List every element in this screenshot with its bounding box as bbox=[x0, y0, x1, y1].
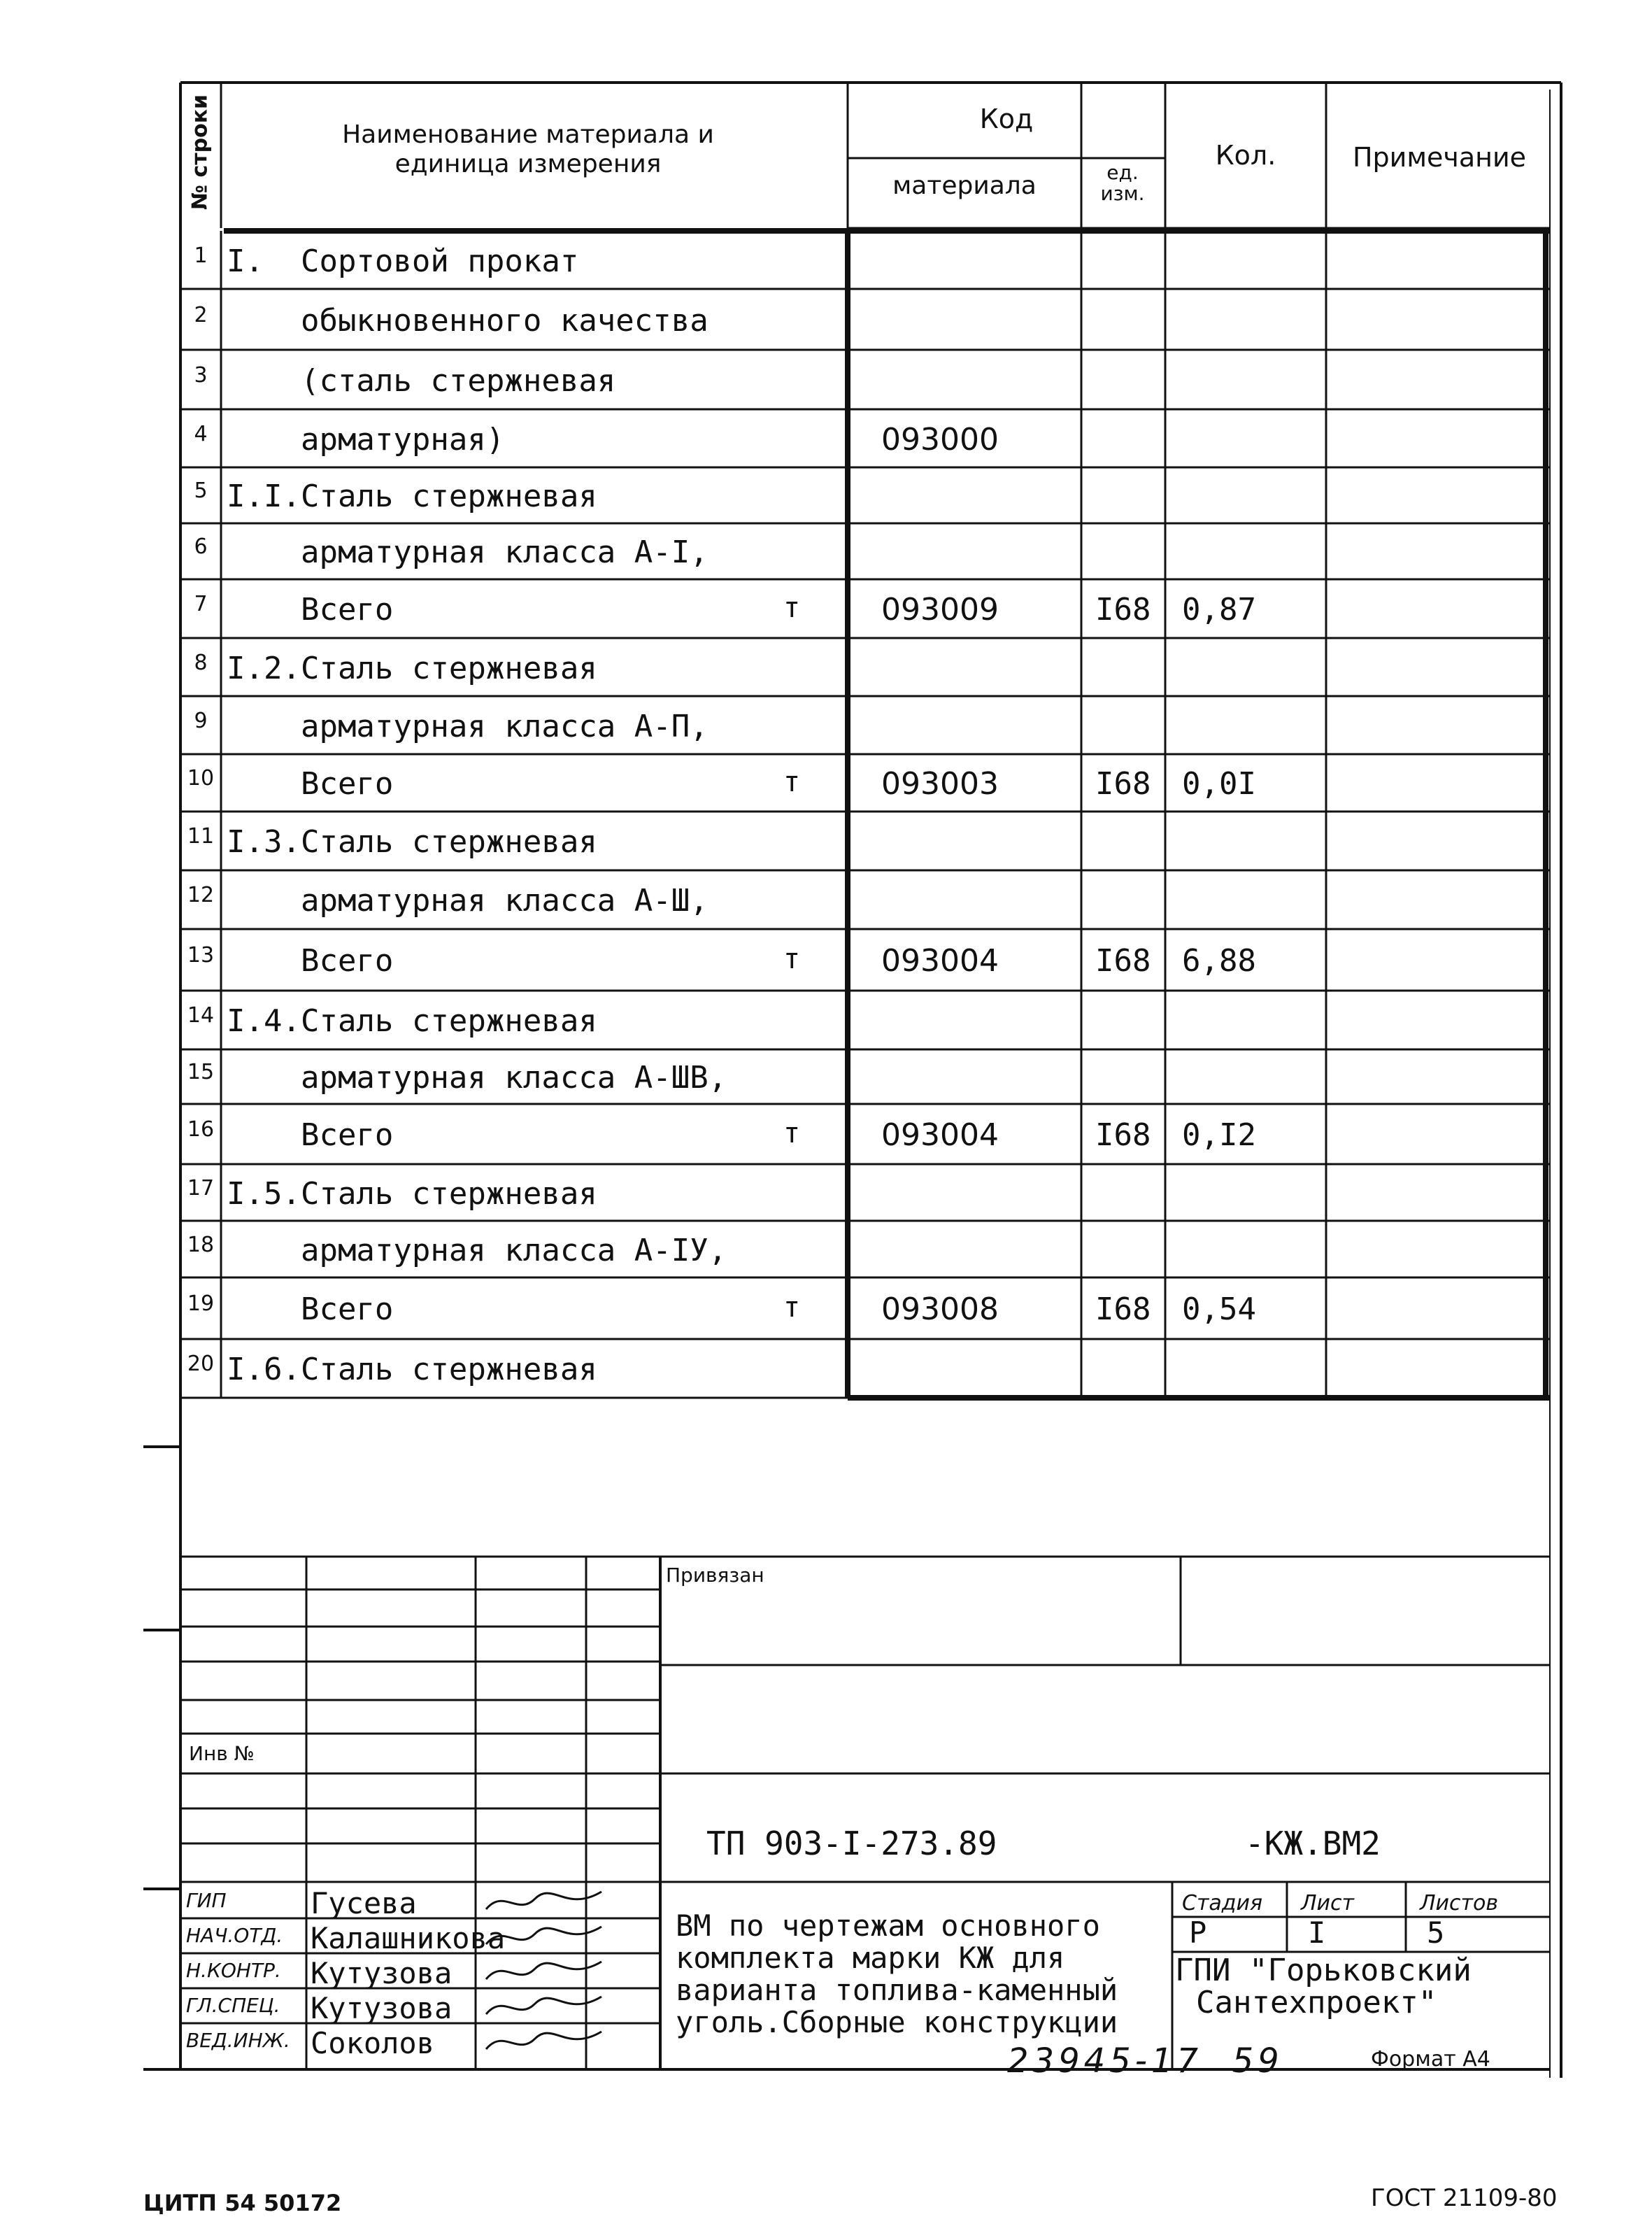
document-suffix: -КЖ.ВМ2 bbox=[1245, 1825, 1381, 1862]
material-name: арматурная класса А-Ш, bbox=[227, 883, 708, 919]
quantity: 0,54 bbox=[1182, 1291, 1256, 1327]
signature-mark bbox=[483, 2025, 608, 2060]
row-number: 20 bbox=[187, 1352, 215, 1376]
document-code: ТП 903-I-273.89 bbox=[706, 1825, 997, 1862]
unit-code-header: ед. изм. bbox=[1100, 161, 1145, 205]
quantity-header: Кол. bbox=[1215, 140, 1276, 171]
unit-label: т bbox=[783, 592, 801, 624]
bound-label: Привязан bbox=[666, 1564, 764, 1587]
row-number: 1 bbox=[194, 243, 208, 268]
organization-name: ГПИ "Горьковский Сантехпроект" bbox=[1175, 1953, 1472, 2020]
quantity: 0,0I bbox=[1182, 766, 1256, 802]
unit-label: т bbox=[783, 766, 801, 798]
quantity: 6,88 bbox=[1182, 943, 1256, 979]
material-name: Всего bbox=[227, 1117, 394, 1153]
row-number: 18 bbox=[187, 1232, 215, 1257]
name-column-header: Наименование материала и единица измерения bbox=[342, 120, 714, 178]
signer-name: Кутузова bbox=[311, 1956, 453, 1990]
row-number: 17 bbox=[187, 1175, 215, 1201]
row-number: 2 bbox=[194, 302, 208, 327]
material-name: I. Сортовой прокат bbox=[227, 243, 579, 279]
sheets-label: Листов bbox=[1420, 1891, 1499, 1915]
material-name: Всего bbox=[227, 592, 394, 628]
row-number: 6 bbox=[194, 534, 208, 559]
quantity: 0,87 bbox=[1182, 592, 1256, 628]
signer-role: ГИП bbox=[186, 1889, 227, 1912]
signer-name: Соколов bbox=[311, 2026, 435, 2060]
material-code: 093008 bbox=[881, 1291, 999, 1327]
material-name: I.2.Сталь стержневая bbox=[227, 650, 597, 686]
row-number: 13 bbox=[187, 943, 215, 968]
signer-name: Калашникова bbox=[311, 1921, 506, 1955]
row-number: 12 bbox=[187, 883, 215, 907]
sheet-label: Лист bbox=[1301, 1891, 1355, 1915]
unit-code: I68 bbox=[1095, 592, 1151, 628]
signer-role: ГЛ.СПЕЦ. bbox=[186, 1994, 280, 2017]
unit-label: т bbox=[783, 1117, 801, 1149]
gost-label: ГОСТ 21109-80 bbox=[1371, 2184, 1558, 2212]
material-name: арматурная) bbox=[227, 421, 505, 458]
material-name: I.6.Сталь стержневая bbox=[227, 1352, 597, 1387]
material-name: обыкновенного качества bbox=[227, 302, 708, 339]
material-name: I.I.Сталь стержневая bbox=[227, 479, 597, 514]
unit-code: I68 bbox=[1095, 766, 1151, 802]
signature-mark bbox=[483, 1955, 608, 1990]
unit-code: I68 bbox=[1095, 1291, 1151, 1327]
material-name: I.5.Сталь стержневая bbox=[227, 1175, 597, 1212]
material-code: 093003 bbox=[881, 766, 999, 802]
row-number: 11 bbox=[187, 824, 215, 849]
stage-label: Стадия bbox=[1182, 1891, 1263, 1915]
quantity: 0,I2 bbox=[1182, 1117, 1256, 1153]
material-name: арматурная класса А-ШВ, bbox=[227, 1060, 727, 1096]
row-number: 5 bbox=[194, 479, 208, 503]
stage-value: Р bbox=[1189, 1915, 1207, 1950]
signer-role: НАЧ.ОТД. bbox=[186, 1924, 283, 1947]
row-number: 10 bbox=[187, 766, 215, 791]
sheet-value: I bbox=[1308, 1915, 1326, 1950]
material-code: 093004 bbox=[881, 1117, 999, 1153]
row-number: 14 bbox=[187, 1003, 215, 1028]
note-header: Примечание bbox=[1352, 142, 1527, 173]
row-number: 15 bbox=[187, 1060, 215, 1084]
code-header: Код bbox=[979, 104, 1034, 134]
signature-mark bbox=[483, 1990, 608, 2025]
material-name: Всего bbox=[227, 1291, 394, 1327]
unit-label: т bbox=[783, 1291, 801, 1324]
material-name: (сталь стержневая bbox=[227, 362, 616, 399]
inventory-number-label: Инв № bbox=[189, 1742, 255, 1765]
row-number: 7 bbox=[194, 592, 208, 616]
drawing-title: ВМ по чертежам основного комплекта марки КЖ для варианта топлива-каменный уголь.Сборные конструкции bbox=[676, 1908, 1118, 2039]
material-name: арматурная класса А-IУ, bbox=[227, 1232, 727, 1268]
left-code: ЦИТП 54 50172 bbox=[143, 2190, 342, 2216]
row-number-header: № строки bbox=[187, 94, 213, 211]
row-number: 9 bbox=[194, 708, 208, 733]
signature-mark bbox=[483, 1920, 608, 1955]
format-label: Формат А4 bbox=[1371, 2047, 1490, 2071]
material-code: 093000 bbox=[881, 421, 999, 458]
row-number: 3 bbox=[194, 362, 208, 388]
material-code-header: материала bbox=[892, 171, 1037, 200]
unit-code: I68 bbox=[1095, 1117, 1151, 1153]
signer-role: ВЕД.ИНЖ. bbox=[186, 2029, 290, 2052]
material-name: I.3.Сталь стержневая bbox=[227, 824, 597, 860]
handwritten-number: 23945-17 59 bbox=[1007, 2041, 1283, 2081]
signature-mark bbox=[483, 1885, 608, 1920]
unit-code: I68 bbox=[1095, 943, 1151, 979]
sheets-value: 5 bbox=[1427, 1915, 1445, 1950]
row-number: 8 bbox=[194, 650, 208, 675]
row-number: 4 bbox=[194, 421, 208, 446]
row-number: 16 bbox=[187, 1117, 215, 1142]
signer-role: Н.КОНТР. bbox=[186, 1959, 281, 1982]
material-name: Всего bbox=[227, 766, 394, 802]
material-code: 093004 bbox=[881, 943, 999, 979]
material-name: арматурная класса А-I, bbox=[227, 534, 708, 570]
material-name: арматурная класса А-П, bbox=[227, 708, 708, 744]
row-number: 19 bbox=[187, 1291, 215, 1316]
material-code: 093009 bbox=[881, 592, 999, 628]
material-name: Всего bbox=[227, 943, 394, 979]
material-name: I.4.Сталь стержневая bbox=[227, 1003, 597, 1039]
unit-label: т bbox=[783, 943, 801, 975]
signer-name: Гусева bbox=[311, 1886, 417, 1920]
signer-name: Кутузова bbox=[311, 1991, 453, 2025]
